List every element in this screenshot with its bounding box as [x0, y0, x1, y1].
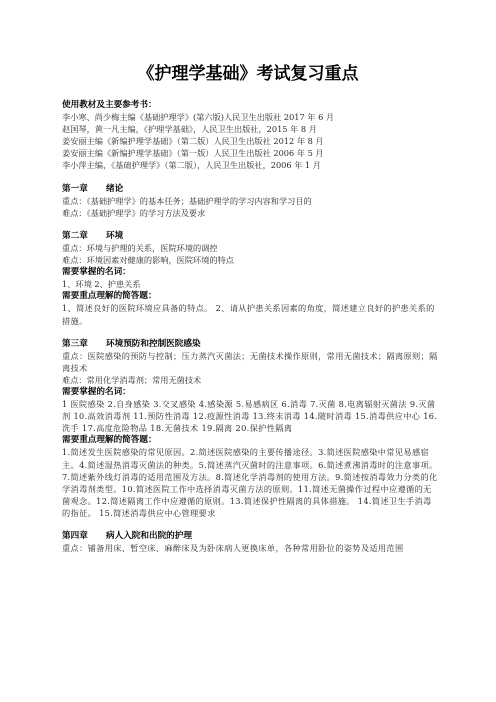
chapter-3-qa: 1.简述发生医院感染的常见原因。2.简述医院感染的主要传播途径。3.简述医院感染中常见易感宿主。4.简述湿热消毒灭菌法的种类。5.简述蒸汽灭菌时的注意事项。6.简述煮沸消毒时的注意事项。7.简述紫外线灯消毒的适用范围及方法。8.简述化学消毒剂的使用方法。9.简述按消毒效力分类的化学消毒剂类型。10.简述医院工作中选择消毒灭菌方法的原则。11.简述无菌操作过程中应遵循的无菌观念。12.简述隔离工作中应遵循的原则。13.简述保护性隔离的具体措施。 14.简述卫生手消毒的指征。 15.简述消毒供应中心管理要求: [62, 447, 438, 518]
document-title: 《护理学基础》考试复习重点: [137, 64, 359, 84]
chapter-2-terms-heading: 需要掌握的名词：: [62, 267, 131, 278]
reference-book: 李小寒、尚少梅主编《基础护理学》(第六版)人民卫生出版社 2017 年 6 月: [62, 112, 335, 123]
chapter-name: 环境预防和控制医院感染: [106, 338, 201, 349]
chapter-2-difficult-points: 难点：环境因素对健康的影响，医院环境的特点: [62, 255, 234, 266]
chapter-4-heading: [62, 530, 438, 542]
chapter-number: 第一章: [62, 183, 88, 194]
document-body: [62, 99, 438, 554]
reference-book: 赵国琴，黄一凡主编，《护理学基础》，人民卫生出版社，2015 年 8 月: [62, 124, 317, 135]
chapter-name: 环境: [106, 230, 124, 241]
chapter-2-key-points: 重点：环境与护理的关系，医院环境的调控: [62, 242, 218, 253]
chapter-1-difficult-points: 难点：《基础护理学》的学习方法及要求: [62, 207, 206, 218]
chapter-2-qa-heading: 需要重点理解的简答题：: [62, 291, 157, 302]
chapter-2-terms: 1、环境 2、护患关系: [62, 279, 141, 290]
chapter-name: 病人入院和出院的护理: [106, 531, 192, 541]
chapter-4-key-points: 重点：铺备用床、暂空床、麻醉床及为卧床病人更换床单，各种常用卧位的姿势及适用范围: [62, 543, 404, 554]
chapter-2-heading: [62, 230, 438, 242]
chapter-2-qa: 1、简述良好的医院环境应具备的特点。 2、请从护患关系因素的角度，简述建立良好的护患关系的措施。: [62, 303, 435, 326]
chapter-number: 第四章: [62, 531, 88, 541]
chapter-name: 绪论: [106, 183, 124, 194]
chapter-3-qa-heading: 需要重点理解的简答题：: [62, 435, 157, 446]
chapter-3-difficult-points: 难点：常用化学消毒剂；常用无菌技术: [62, 374, 202, 385]
chapter-number: 第三章: [62, 338, 88, 349]
chapter-3-terms: 1 医院感染 2.自身感染 3.交叉感染 4.感染源 5.易感病区 6.消毒 7.灭菌 8.电离辐射灭菌法 9.灭菌剂 10.高效消毒剂 11.预防性消毒 12.疫源性消毒 13.终末消毒 14.随时消毒 15.消毒供应中心 16.洗手 17.高度危险物品 18.无菌技术 19.隔离 20.保护性隔离: [62, 399, 438, 434]
chapter-3-terms-heading: 需要掌握的名词：: [62, 386, 131, 397]
reference-book: 姜安丽主编《新编护理学基础》（第二版）人民卫生出版社 2012 年 8 月: [62, 136, 324, 147]
reference-book: 姜安丽主编《新编护理学基础》（第一版）人民卫生出版社 2006 年 5 月: [62, 148, 324, 159]
chapter-number: 第二章: [62, 230, 88, 241]
chapter-3-key-points: 重点：医院感染的预防与控制；压力蒸汽灭菌法；无菌技术操作原则，常用无菌技术；隔离原则；隔离技术: [62, 350, 438, 373]
chapter-1-key-points: 重点：《基础护理学》的基本任务；基础护理学的学习内容和学习目的: [62, 195, 312, 206]
materials-heading: 使用教材及主要参考书：: [62, 100, 157, 110]
reference-book: 李小萍主编，《基础护理学》（第二版），人民卫生出版社，2006 年 1 月: [62, 160, 321, 171]
chapter-1-heading: [62, 183, 438, 195]
chapter-3-heading: [62, 338, 438, 350]
